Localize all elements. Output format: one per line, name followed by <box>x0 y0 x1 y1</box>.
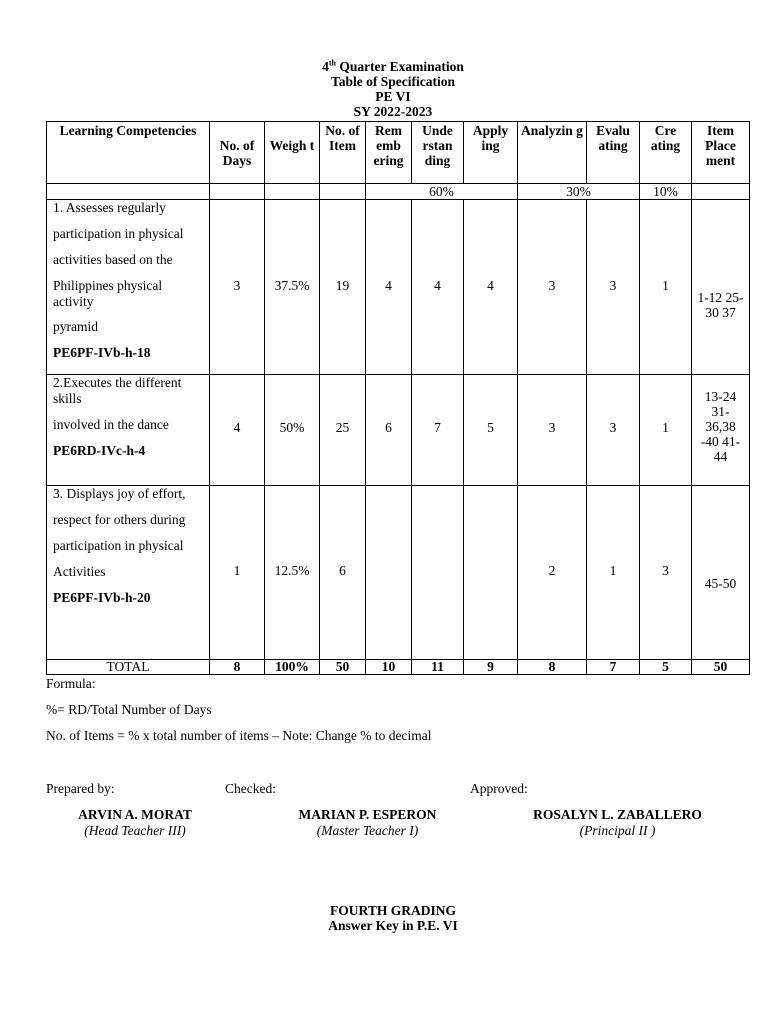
percentage-row <box>47 184 750 200</box>
placement-cell: 1-12 25-30 37 <box>692 200 750 375</box>
table-row <box>47 375 750 486</box>
competency-code: PE6PF-IVb-h-18 <box>53 345 151 360</box>
total-row <box>47 660 750 675</box>
checked-signatory <box>265 807 470 839</box>
analyzing-cell: 3 <box>518 200 587 375</box>
total-weight: 100% <box>265 660 320 675</box>
applying-cell: 4 <box>464 200 518 375</box>
table-row <box>47 486 750 660</box>
header-understanding: Unde rstan ding <box>412 122 464 184</box>
subject-title: PE VI <box>375 89 411 104</box>
header-days: No. of Days <box>210 122 265 184</box>
total-days: 8 <box>210 660 265 675</box>
table-row <box>47 200 750 375</box>
header-analyzing: Analyzin g <box>518 122 587 184</box>
applying-cell <box>464 486 518 660</box>
competency-line: pyramid <box>53 319 98 334</box>
specification-table <box>46 121 750 675</box>
remembering-cell: 6 <box>366 375 412 486</box>
weight-cell: 37.5% <box>265 200 320 375</box>
document-title: Table of Specification <box>330 74 455 89</box>
header-applying: Apply ing <box>464 122 518 184</box>
prepared-label: Prepared by: <box>46 781 115 796</box>
prepared-role: (Head Teacher III) <box>84 823 186 838</box>
analyzing-cell: 3 <box>518 375 587 486</box>
days-cell: 1 <box>210 486 265 660</box>
placement-cell: 45-50 <box>692 486 750 660</box>
exam-title-rest: Quarter Examination <box>335 59 464 74</box>
creating-cell: 1 <box>640 200 692 375</box>
footer-grading: FOURTH GRADING <box>330 903 456 918</box>
lots-percent: 60% <box>366 184 518 200</box>
creating-cell: 1 <box>640 375 692 486</box>
competency-line: respect for others during <box>53 512 186 527</box>
total-label: TOTAL <box>47 660 210 675</box>
header-weight: Weigh t <box>265 122 320 184</box>
table-header-row <box>47 122 750 184</box>
header-items: No. of Item <box>320 122 366 184</box>
formula-items: No. of Items = % x total number of items – Note: Change % to decimal <box>46 728 432 743</box>
quarter-number: 4 <box>322 59 329 74</box>
items-cell: 6 <box>320 486 366 660</box>
competency-code: PE6PF-IVb-h-20 <box>53 590 151 605</box>
competency-line: activities based on the <box>53 252 173 267</box>
competency-line: Activities <box>53 564 106 579</box>
applying-cell: 5 <box>464 375 518 486</box>
prepared-name: ARVIN A. MORAT <box>78 807 192 822</box>
total-items: 50 <box>320 660 366 675</box>
approved-name: ROSALYN L. ZABALLERO <box>533 807 702 822</box>
items-cell: 19 <box>320 200 366 375</box>
remembering-cell: 4 <box>366 200 412 375</box>
total-creating: 5 <box>640 660 692 675</box>
competency-line: 3. Displays joy of effort, <box>53 486 186 501</box>
exam-title <box>0 59 768 74</box>
header-creating: Cre ating <box>640 122 692 184</box>
creating-cell: 3 <box>640 486 692 660</box>
total-placement: 50 <box>692 660 750 675</box>
total-understanding: 11 <box>412 660 464 675</box>
understanding-cell: 4 <box>412 200 464 375</box>
competency-line: 1. Assesses regularly <box>53 200 166 215</box>
approved-signatory <box>505 807 730 839</box>
quarter-ordinal: th <box>328 58 336 68</box>
mots-percent: 30% <box>518 184 640 200</box>
total-evaluating: 7 <box>587 660 640 675</box>
checked-role: (Master Teacher I) <box>316 823 419 838</box>
checked-label: Checked: <box>225 781 276 796</box>
hots-percent: 10% <box>640 184 692 200</box>
understanding-cell: 7 <box>412 375 464 486</box>
header-evaluating: Evalu ating <box>587 122 640 184</box>
items-cell: 25 <box>320 375 366 486</box>
header-placement: Item Place ment <box>692 122 750 184</box>
analyzing-cell: 2 <box>518 486 587 660</box>
total-applying: 9 <box>464 660 518 675</box>
weight-cell: 12.5% <box>265 486 320 660</box>
checked-name: MARIAN P. ESPERON <box>298 807 437 822</box>
weight-cell: 50% <box>265 375 320 486</box>
total-remembering: 10 <box>366 660 412 675</box>
days-cell: 4 <box>210 375 265 486</box>
placement-cell: 13-24 31- 36,38 -40 41-44 <box>692 375 750 486</box>
total-analyzing: 8 <box>518 660 587 675</box>
header-remembering: Rem emb ering <box>366 122 412 184</box>
evaluating-cell: 3 <box>587 200 640 375</box>
days-cell: 3 <box>210 200 265 375</box>
competency-code: PE6RD-IVc-h-4 <box>53 443 146 458</box>
competency-line: 2.Executes the different skills <box>53 375 182 406</box>
competency-cell <box>47 486 210 660</box>
competency-cell <box>47 375 210 486</box>
remembering-cell <box>366 486 412 660</box>
formula-percent: %= RD/Total Number of Days <box>46 702 212 717</box>
competency-cell <box>47 200 210 375</box>
approved-label: Approved: <box>470 781 528 796</box>
understanding-cell <box>412 486 464 660</box>
prepared-signatory <box>40 807 230 839</box>
competency-line: participation in physical <box>53 226 184 241</box>
school-year: SY 2022-2023 <box>353 104 433 119</box>
competency-line: Philippines physical activity <box>53 278 163 309</box>
approved-role: (Principal II ) <box>579 823 656 838</box>
evaluating-cell: 1 <box>587 486 640 660</box>
competency-line: involved in the dance <box>53 417 169 432</box>
formula-heading: Formula: <box>46 676 96 691</box>
footer-answer-key: Answer Key in P.E. VI <box>328 918 458 933</box>
competency-line: participation in physical <box>53 538 184 553</box>
evaluating-cell: 3 <box>587 375 640 486</box>
header-competencies: Learning Competencies <box>47 122 210 184</box>
